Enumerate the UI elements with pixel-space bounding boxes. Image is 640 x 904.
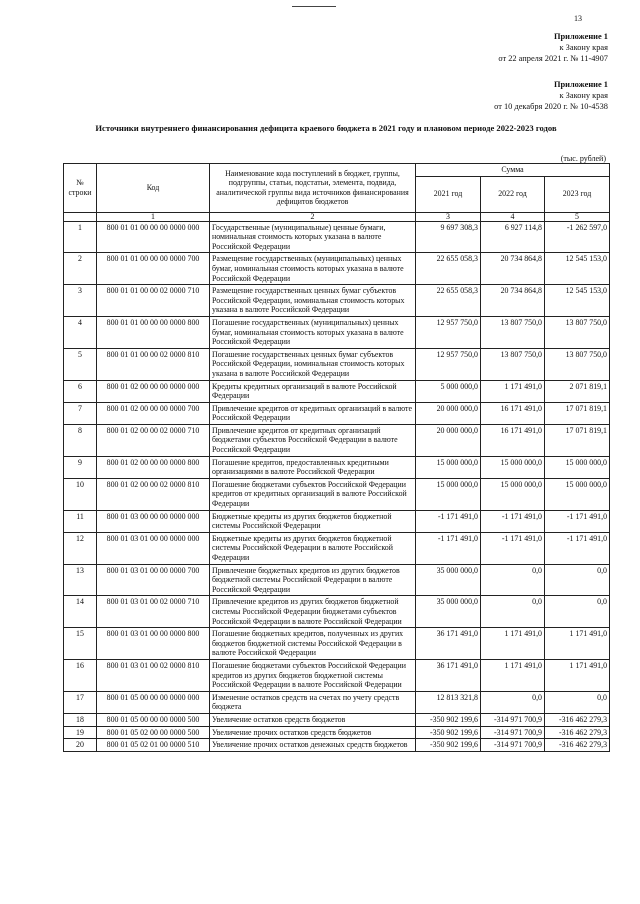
table-row — [64, 739, 610, 752]
value-2023-cell: -316 462 279,3 — [545, 713, 610, 726]
value-2022-cell: 1 171 491,0 — [481, 380, 545, 402]
value-2023-cell: 0,0 — [545, 596, 610, 628]
code-cell: 800 01 02 00 00 02 0000 710 — [97, 424, 210, 456]
table-row — [64, 316, 610, 348]
row-number-cell: 7 — [64, 402, 97, 424]
document-title: Источники внутреннего финансирования дефицита краевого бюджета в 2021 году и плановом периоде 2022-2023 годов — [95, 123, 557, 133]
value-2022-cell: 0,0 — [481, 691, 545, 713]
table-row — [64, 456, 610, 478]
appendix-original-block — [494, 79, 608, 112]
name-cell: Привлечение кредитов от кредитных организаций бюджетами субъектов Российской Федерации в валюте Российской Федерации — [210, 424, 416, 456]
page-number: 13 — [574, 14, 582, 23]
table-row — [64, 628, 610, 660]
header-year-2022: 2022 год — [481, 176, 545, 212]
value-2023-cell: -316 462 279,3 — [545, 726, 610, 739]
value-2022-cell: 13 807 750,0 — [481, 316, 545, 348]
value-2023-cell: -1 171 491,0 — [545, 510, 610, 532]
value-2022-cell: 16 171 491,0 — [481, 402, 545, 424]
value-2021-cell: 15 000 000,0 — [416, 478, 481, 510]
code-cell: 800 01 03 01 00 00 0000 000 — [97, 532, 210, 564]
table-row — [64, 478, 610, 510]
value-2021-cell: -1 171 491,0 — [416, 510, 481, 532]
header-year-2023: 2023 год — [545, 176, 610, 212]
row-number-cell: 12 — [64, 532, 97, 564]
table-row — [64, 380, 610, 402]
code-cell: 800 01 01 00 00 00 0000 000 — [97, 221, 210, 253]
value-2021-cell: 20 000 000,0 — [416, 424, 481, 456]
value-2021-cell: 35 000 000,0 — [416, 596, 481, 628]
code-cell: 800 01 02 00 00 00 0000 800 — [97, 456, 210, 478]
value-2023-cell: 0,0 — [545, 564, 610, 596]
units-label: (тыс. рублей) — [560, 154, 606, 163]
value-2023-cell: -316 462 279,3 — [545, 739, 610, 752]
code-cell: 800 01 03 01 00 02 0000 710 — [97, 596, 210, 628]
value-2021-cell: 12 957 750,0 — [416, 348, 481, 380]
value-2021-cell: 36 171 491,0 — [416, 628, 481, 660]
code-cell: 800 01 02 00 00 02 0000 810 — [97, 478, 210, 510]
table-row — [64, 726, 610, 739]
code-cell: 800 01 02 00 00 00 0000 000 — [97, 380, 210, 402]
value-2021-cell: -350 902 199,6 — [416, 739, 481, 752]
name-cell: Размещение государственных ценных бумаг субъектов Российской Федерации, номинальная стоимость которых указана в валюте Российской Федерации — [210, 285, 416, 317]
name-cell: Изменение остатков средств на счетах по учету средств бюджета — [210, 691, 416, 713]
value-2021-cell: 22 655 058,3 — [416, 253, 481, 285]
name-cell: Погашение государственных (муниципальных) ценных бумаг, номинальная стоимость которых указана в валюте Российской Федерации — [210, 316, 416, 348]
appendix-title: Приложение 1 — [553, 32, 608, 41]
name-cell: Бюджетные кредиты из других бюджетов бюджетной системы Российской Федерации в валюте Российской Федерации — [210, 532, 416, 564]
header-year-2021: 2021 год — [416, 176, 481, 212]
name-cell: Погашение бюджетами субъектов Российской Федерации кредитов от кредитных организаций в валюте Российской Федерации — [210, 478, 416, 510]
row-number-cell: 3 — [64, 285, 97, 317]
appendix-subtitle: к Закону края — [559, 43, 608, 52]
value-2021-cell: 36 171 491,0 — [416, 659, 481, 691]
column-number: 3 — [416, 212, 481, 221]
code-cell: 800 01 05 02 00 00 0000 500 — [97, 726, 210, 739]
value-2021-cell: -350 902 199,6 — [416, 713, 481, 726]
row-number-cell: 19 — [64, 726, 97, 739]
code-cell: 800 01 02 00 00 00 0000 700 — [97, 402, 210, 424]
table-row — [64, 659, 610, 691]
code-cell: 800 01 01 00 00 00 0000 700 — [97, 253, 210, 285]
row-number-cell: 8 — [64, 424, 97, 456]
value-2022-cell: -1 171 491,0 — [481, 532, 545, 564]
appendix-date-line: от 10 декабря 2020 г. № 10-4538 — [494, 102, 608, 111]
row-number-cell: 1 — [64, 221, 97, 253]
row-number-cell: 18 — [64, 713, 97, 726]
top-rule — [292, 6, 336, 7]
name-cell: Увеличение прочих остатков средств бюджетов — [210, 726, 416, 739]
header-name: Наименование кода поступлений в бюджет, группы, подгруппы, статьи, подстатьи, элемента, подвида, аналитической группы вида источников финансирования дефицитов бюджетов — [210, 164, 416, 213]
table-body — [64, 221, 610, 751]
code-cell: 800 01 01 00 00 02 0000 810 — [97, 348, 210, 380]
value-2022-cell: 0,0 — [481, 564, 545, 596]
value-2022-cell: -314 971 700,9 — [481, 713, 545, 726]
value-2023-cell: 12 545 153,0 — [545, 285, 610, 317]
code-cell: 800 01 05 02 01 00 0000 510 — [97, 739, 210, 752]
table-row — [64, 402, 610, 424]
value-2022-cell: 0,0 — [481, 596, 545, 628]
row-number-cell: 10 — [64, 478, 97, 510]
row-number-cell: 14 — [64, 596, 97, 628]
row-number-cell: 2 — [64, 253, 97, 285]
value-2023-cell: 0,0 — [545, 691, 610, 713]
value-2022-cell: 20 734 864,8 — [481, 253, 545, 285]
row-number-cell: 4 — [64, 316, 97, 348]
code-cell: 800 01 05 00 00 00 0000 000 — [97, 691, 210, 713]
name-cell: Погашение кредитов, предоставленных кредитными организациями в валюте Российской Федерации — [210, 456, 416, 478]
column-number: 4 — [481, 212, 545, 221]
code-cell: 800 01 03 01 00 00 0000 800 — [97, 628, 210, 660]
header-row-number: № строки — [64, 164, 97, 213]
column-number — [64, 212, 97, 221]
value-2023-cell: 13 807 750,0 — [545, 348, 610, 380]
table-row — [64, 713, 610, 726]
name-cell: Привлечение кредитов от кредитных организаций в валюте Российской Федерации — [210, 402, 416, 424]
code-cell: 800 01 03 00 00 00 0000 000 — [97, 510, 210, 532]
appendix-date-line: от 22 апреля 2021 г. № 11-4907 — [498, 54, 608, 63]
value-2022-cell: 16 171 491,0 — [481, 424, 545, 456]
table-row — [64, 253, 610, 285]
value-2022-cell: 1 171 491,0 — [481, 628, 545, 660]
value-2022-cell: 6 927 114,8 — [481, 221, 545, 253]
value-2023-cell: 15 000 000,0 — [545, 478, 610, 510]
table-row — [64, 564, 610, 596]
code-cell: 800 01 03 01 00 00 0000 700 — [97, 564, 210, 596]
appendix-current-block — [498, 31, 608, 64]
value-2022-cell: -1 171 491,0 — [481, 510, 545, 532]
appendix-subtitle: к Закону края — [559, 91, 608, 100]
value-2023-cell: 13 807 750,0 — [545, 316, 610, 348]
value-2023-cell: 17 071 819,1 — [545, 402, 610, 424]
name-cell: Погашение государственных ценных бумаг субъектов Российской Федерации, номинальная стоимость которых указана в валюте Российской Федерации — [210, 348, 416, 380]
value-2021-cell: -350 902 199,6 — [416, 726, 481, 739]
code-cell: 800 01 01 00 00 02 0000 710 — [97, 285, 210, 317]
value-2023-cell: 1 171 491,0 — [545, 659, 610, 691]
table-row — [64, 510, 610, 532]
name-cell: Погашение бюджетных кредитов, полученных из других бюджетов бюджетной системы Российской Федерации в валюте Российской Федерации — [210, 628, 416, 660]
row-number-cell: 6 — [64, 380, 97, 402]
column-number: 5 — [545, 212, 610, 221]
table-row — [64, 221, 610, 253]
code-cell: 800 01 01 00 00 00 0000 800 — [97, 316, 210, 348]
value-2022-cell: 13 807 750,0 — [481, 348, 545, 380]
row-number-cell: 15 — [64, 628, 97, 660]
value-2021-cell: 35 000 000,0 — [416, 564, 481, 596]
value-2021-cell: 20 000 000,0 — [416, 402, 481, 424]
value-2023-cell: 1 171 491,0 — [545, 628, 610, 660]
code-cell: 800 01 05 00 00 00 0000 500 — [97, 713, 210, 726]
row-number-cell: 17 — [64, 691, 97, 713]
value-2022-cell: 20 734 864,8 — [481, 285, 545, 317]
value-2023-cell: -1 262 597,0 — [545, 221, 610, 253]
row-number-cell: 16 — [64, 659, 97, 691]
value-2023-cell: 2 071 819,1 — [545, 380, 610, 402]
name-cell: Погашение бюджетами субъектов Российской Федерации кредитов из других бюджетов бюджетной системы Российской Федерации в валюте Российской Федерации — [210, 659, 416, 691]
row-number-cell: 11 — [64, 510, 97, 532]
name-cell: Привлечение бюджетных кредитов из других бюджетов бюджетной системы Российской Федерации в валюте Российской Федерации — [210, 564, 416, 596]
table-row — [64, 596, 610, 628]
column-number: 2 — [210, 212, 416, 221]
value-2022-cell: -314 971 700,9 — [481, 739, 545, 752]
table-row — [64, 348, 610, 380]
value-2022-cell: 1 171 491,0 — [481, 659, 545, 691]
value-2021-cell: 9 697 308,3 — [416, 221, 481, 253]
name-cell: Увеличение остатков средств бюджетов — [210, 713, 416, 726]
row-number-cell: 20 — [64, 739, 97, 752]
value-2023-cell: 15 000 000,0 — [545, 456, 610, 478]
value-2021-cell: 12 813 321,8 — [416, 691, 481, 713]
value-2021-cell: 15 000 000,0 — [416, 456, 481, 478]
table-row — [64, 532, 610, 564]
value-2023-cell: 17 071 819,1 — [545, 424, 610, 456]
name-cell: Кредиты кредитных организаций в валюте Российской Федерации — [210, 380, 416, 402]
value-2022-cell: 15 000 000,0 — [481, 478, 545, 510]
value-2022-cell: 15 000 000,0 — [481, 456, 545, 478]
column-number: 1 — [97, 212, 210, 221]
table-row — [64, 691, 610, 713]
name-cell: Привлечение кредитов из других бюджетов бюджетной системы Российской Федерации бюджетами субъектов Российской Федерации в валюте Российской Федерации — [210, 596, 416, 628]
value-2021-cell: 5 000 000,0 — [416, 380, 481, 402]
value-2023-cell: -1 171 491,0 — [545, 532, 610, 564]
row-number-cell: 9 — [64, 456, 97, 478]
value-2022-cell: -314 971 700,9 — [481, 726, 545, 739]
table-row — [64, 424, 610, 456]
header-sum: Сумма — [416, 164, 610, 177]
name-cell: Государственные (муниципальные) ценные бумаги, номинальная стоимость которых указана в валюте Российской Федерации — [210, 221, 416, 253]
value-2021-cell: 22 655 058,3 — [416, 285, 481, 317]
value-2023-cell: 12 545 153,0 — [545, 253, 610, 285]
row-number-cell: 5 — [64, 348, 97, 380]
financing-sources-table — [63, 163, 610, 752]
name-cell: Увеличение прочих остатков денежных средств бюджетов — [210, 739, 416, 752]
value-2021-cell: 12 957 750,0 — [416, 316, 481, 348]
row-number-cell: 13 — [64, 564, 97, 596]
name-cell: Размещение государственных (муниципальных) ценных бумаг, номинальная стоимость которых указана в валюте Российской Федерации — [210, 253, 416, 285]
appendix-title: Приложение 1 — [553, 80, 608, 89]
code-cell: 800 01 03 01 00 02 0000 810 — [97, 659, 210, 691]
header-code: Код — [97, 164, 210, 213]
table-row — [64, 285, 610, 317]
value-2021-cell: -1 171 491,0 — [416, 532, 481, 564]
name-cell: Бюджетные кредиты из других бюджетов бюджетной системы Российской Федерации — [210, 510, 416, 532]
